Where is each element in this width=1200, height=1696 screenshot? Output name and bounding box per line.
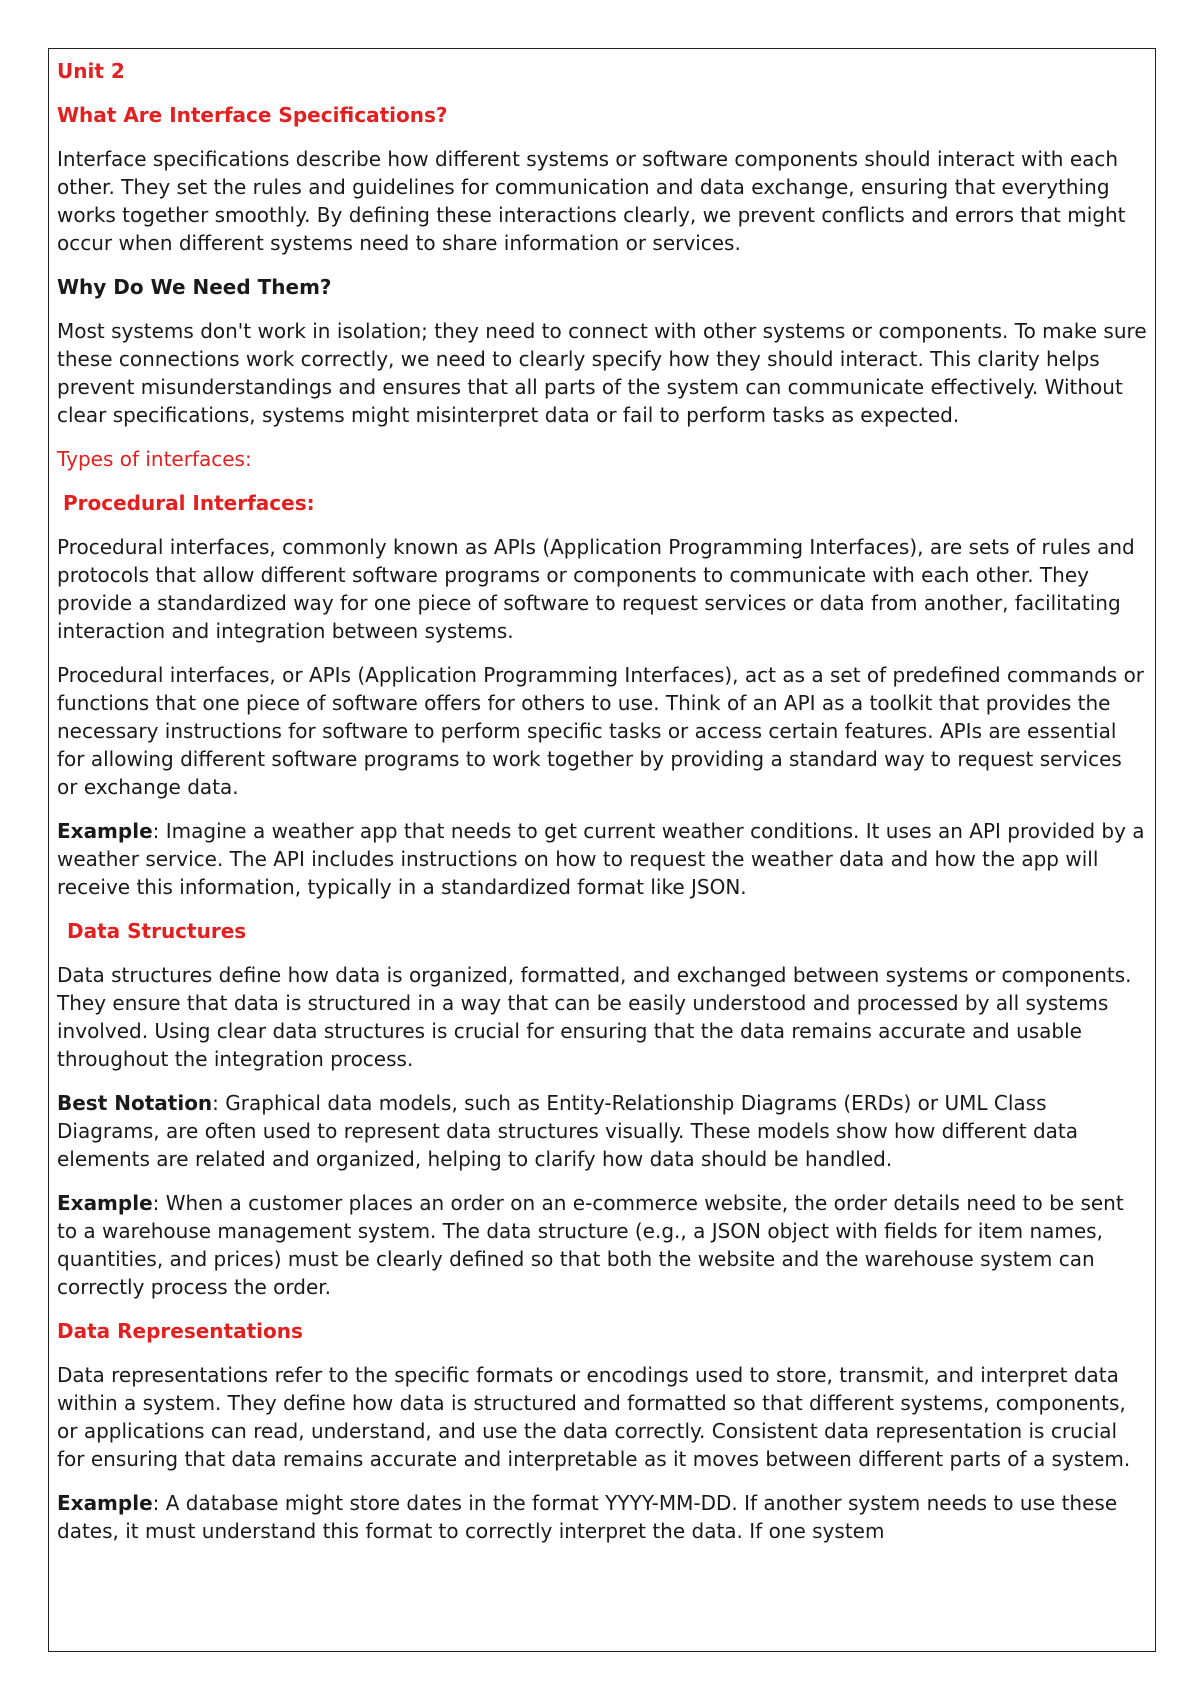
paragraph-why-need: Most systems don't work in isolation; they need to connect with other systems or components. To make sure these connections work correctly, we need to clearly specify how they should interact. This clarity helps prevent misunderstandings and ensures that all parts of the system can communicate effectively. Without clear specifications, systems might misinterpret data or fail to perform tasks as expected. [57, 319, 1147, 427]
section-heading-why-need: Why Do We Need Them? [57, 275, 332, 299]
example-text: : A database might store dates in the format YYYY-MM-DD. If another system needs to use these dates, it must understand this format to correctly interpret the data. If one system [57, 1491, 1118, 1543]
section-heading-procedural-interfaces: Procedural Interfaces: [63, 491, 315, 515]
paragraph-procedural-1: Procedural interfaces, commonly known as APIs (Application Programming Interfaces), are sets of rules and protocols that allow different software programs or components to communicate with each other. They provide a standardized way for one piece of software to request services or data from another, facilitating interaction and integration between systems. [57, 535, 1135, 643]
example-label: Example [57, 1191, 153, 1215]
section-heading-data-structures: Data Structures [67, 919, 247, 943]
best-notation-text: : Graphical data models, such as Entity-Relationship Diagrams (ERDs) or UML Class Diagrams, are often used to represent data structures visually. These models show how different data elements are related and organized, helping to clarify how data should be handled. [57, 1091, 1079, 1171]
section-heading-data-representations: Data Representations [57, 1319, 303, 1343]
unit-title: Unit 2 [57, 59, 125, 83]
document-page [48, 48, 1156, 1652]
example-text: : When a customer places an order on an e-commerce website, the order details need to be sent to a warehouse management system. The data structure (e.g., a JSON object with fields for item names, quantities, and prices) must be clearly defined so that both the website and the warehouse system can correctly process the order. [57, 1191, 1124, 1299]
paragraph-data-representations: Data representations refer to the specific formats or encodings used to store, transmit, and interpret data within a system. They define how data is structured and formatted so that different systems, components, or applications can read, understand, and use the data correctly. Consistent data representation is crucial for ensuring that data remains accurate and interpretable as it moves between different parts of a system. [57, 1363, 1131, 1471]
example-procedural [57, 817, 1147, 901]
types-of-interfaces-label: Types of interfaces: [57, 447, 252, 471]
section-heading-interface-specifications: What Are Interface Specifications? [57, 103, 448, 127]
example-label: Example [57, 819, 153, 843]
example-data-structures [57, 1189, 1147, 1301]
example-label: Example [57, 1491, 153, 1515]
paragraph-procedural-2: Procedural interfaces, or APIs (Application Programming Interfaces), act as a set of predefined commands or functions that one piece of software offers for others to use. Think of an API as a toolkit that provides the necessary instructions for software to perform specific tasks or access certain features. APIs are essential for allowing different software programs to work together by providing a standard way to request services or exchange data. [57, 663, 1145, 799]
paragraph-data-structures: Data structures define how data is organized, formatted, and exchanged between systems or components. They ensure that data is structured in a way that can be easily understood and processed by all systems involved. Using clear data structures is crucial for ensuring that the data remains accurate and usable throughout the integration process. [57, 963, 1132, 1071]
example-text: : Imagine a weather app that needs to get current weather conditions. It uses an API provided by a weather service. The API includes instructions on how to request the weather data and how the app will receive this information, typically in a standardized format like JSON. [57, 819, 1145, 899]
best-notation-label: Best Notation [57, 1091, 213, 1115]
best-notation-paragraph [57, 1089, 1147, 1173]
example-data-representations [57, 1489, 1147, 1545]
paragraph-interface-specifications: Interface specifications describe how different systems or software components should interact with each other. They set the rules and guidelines for communication and data exchange, ensuring that everything works together smoothly. By defining these interactions clearly, we prevent conflicts and errors that might occur when different systems need to share information or services. [57, 147, 1126, 255]
